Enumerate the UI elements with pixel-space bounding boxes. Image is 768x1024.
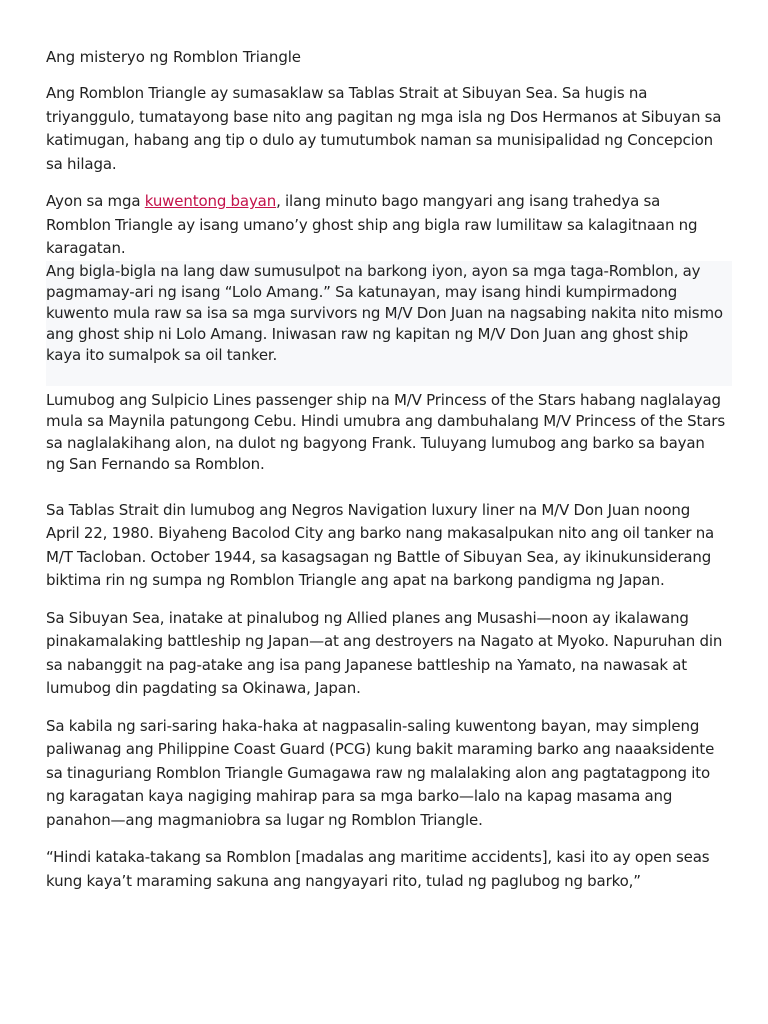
- paragraph-quote: “Hindi kataka-takang sa Romblon [madalas ang maritime accidents], kasi ito ay open seas kung kaya’t maraming sakuna ang nangyayari rito, tulad ng paglubog ng barko,”: [46, 848, 710, 890]
- paragraph-intro: Ang Romblon Triangle ay sumasaklaw sa Tablas Strait at Sibuyan Sea. Sa hugis na triyanggulo, tumatayong base nito ang pagitan ng mga isla ng Dos Hermanos at Sibuyan sa katimugan, habang ang tip o dulo ay tumutumbok naman sa munisipalidad ng Concepcion sa hilaga.: [46, 84, 722, 173]
- paragraph-ghost-ship: Ang bigla-bigla na lang daw sumusulpot na barkong iyon, ayon sa mga taga-Romblon, ay pagmamay-ari ng isang “Lolo Amang.” Sa katunayan, may isang hindi kumpirmadong kuwento mula raw sa isa sa mga survivors ng M/V Don Juan na nagsabing nakita nito mismo ang ghost ship ni Lolo Amang. Iniwasan raw ng kapitan ng M/V Don Juan ang ghost ship kaya ito sumalpok sa oil tanker.: [46, 261, 732, 386]
- paragraph-sibuyan-sea: Sa Sibuyan Sea, inatake at pinalubog ng Allied planes ang Musashi—noon ay ikalawang pinakamalaking battleship ng Japan—at ang destroyers na Nagato at Myoko. Napuruhan din sa nabanggit na pag-atake ang isa pang Japanese battleship na Yamato, na nawasak at lumubog din pagdating sa Okinawa, Japan.: [46, 608, 723, 697]
- paragraph-coast-guard: Sa kabila ng sari-saring haka-haka at nagpasalin-saling kuwentong bayan, may simpleng paliwanag ang Philippine Coast Guard (PCG) kung bakit maraming barko ang naaaksidente sa tinaguriang Romblon Triangle Gumagawa raw ng malalaking alon ang pagtatagpong ito ng karagatan kaya nagiging mahirap para sa mga barko—lalo na kapag masama ang panahon—ang magmaniobra sa lugar ng Romblon Triangle.: [46, 716, 715, 829]
- paragraph-folklore-lead: Ayon sa mga: [46, 192, 145, 210]
- article-title: Ang misteryo ng Romblon Triangle: [46, 48, 301, 66]
- kuwentong-bayan-link[interactable]: kuwentong bayan: [144, 192, 277, 210]
- paragraph-princess-of-the-stars: Lumubog ang Sulpicio Lines passenger ship na M/V Princess of the Stars habang naglalayag mula sa Maynila patungong Cebu. Hindi umubra ang dambuhalang M/V Princess of the Stars sa naglalakihang alon, na dulot ng bagyong Frank. Tuluyang lumubog ang barko sa bayan ng San Fernando sa Romblon.: [46, 390, 725, 473]
- paragraph-don-juan: Sa Tablas Strait din lumubog ang Negros Navigation luxury liner na M/V Don Juan noong April 22, 1980. Biyaheng Bacolod City ang barko nang makasalpukan nito ang oil tanker na M/T Tacloban. October 1944, sa kasagsagan ng Battle of Sibuyan Sea, ay ikinukunsiderang biktima rin ng sumpa ng Romblon Triangle ang apat na barkong pandigma ng Japan.: [46, 500, 715, 589]
- paragraph-folklore-rest: , ilang minuto bago mangyari ang isang trahedya sa Romblon Triangle ay isang umano’y ghost ship ang bigla raw lumilitaw sa kalagitnaan ng karagatan.: [46, 192, 698, 257]
- article: [46, 46, 726, 907]
- paragraph-folklore: [46, 190, 726, 261]
